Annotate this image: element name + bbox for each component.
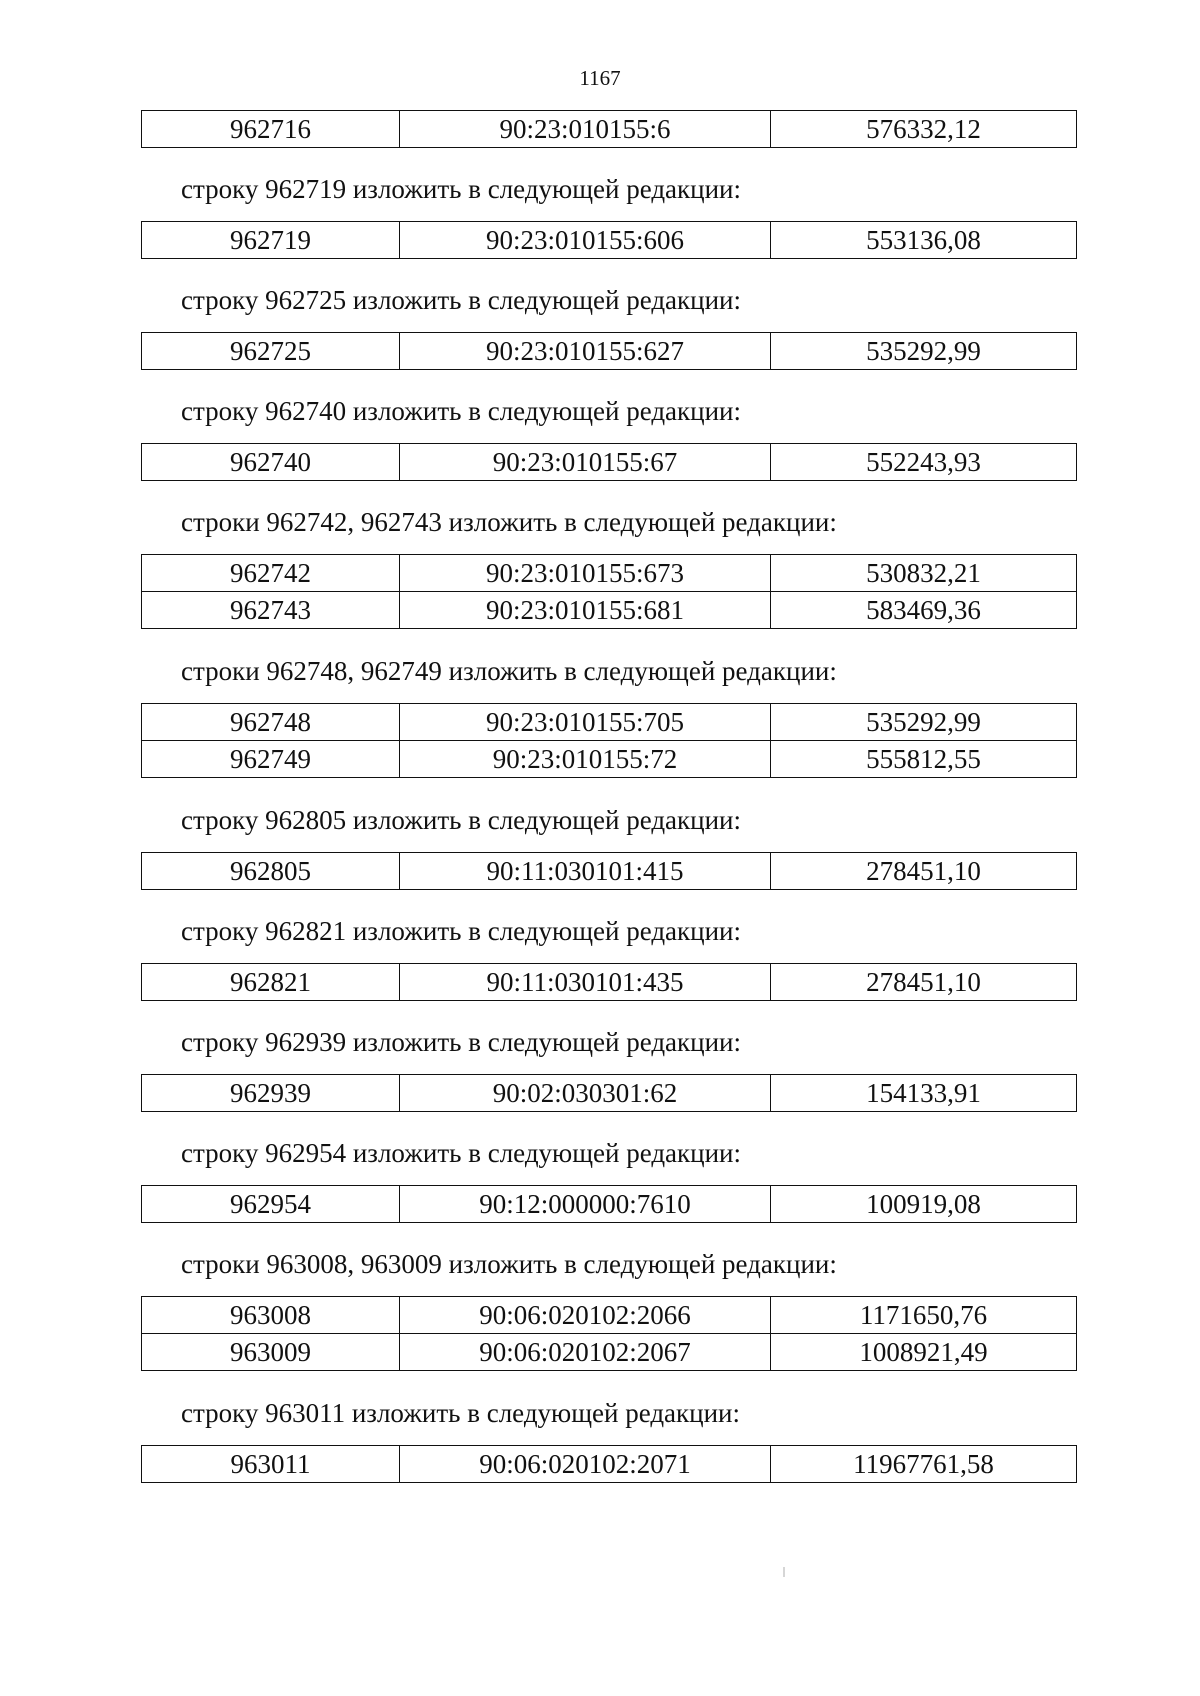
amendment-table <box>141 852 1077 890</box>
cadastral-number-cell: 90:23:010155:705 <box>400 704 771 741</box>
row-number-cell: 963008 <box>142 1297 400 1334</box>
cadastral-number-cell: 90:23:010155:681 <box>400 592 771 629</box>
amendment-instruction: строки 963008, 963009 изложить в следующей редакции: <box>181 1249 837 1279</box>
value-cell: 11967761,58 <box>771 1446 1077 1483</box>
table-row <box>142 111 1077 148</box>
value-cell: 552243,93 <box>771 444 1077 481</box>
value-cell: 535292,99 <box>771 333 1077 370</box>
cadastral-number-cell: 90:23:010155:6 <box>400 111 771 148</box>
value-cell: 535292,99 <box>771 704 1077 741</box>
amendment-table <box>141 1074 1077 1112</box>
amendment-instruction: строку 962939 изложить в следующей редакции: <box>181 1027 742 1057</box>
cadastral-number-cell: 90:23:010155:627 <box>400 333 771 370</box>
table-row <box>142 704 1077 741</box>
row-number-cell: 962805 <box>142 853 400 890</box>
cadastral-number-cell: 90:23:010155:673 <box>400 555 771 592</box>
table-row <box>142 222 1077 259</box>
row-number-cell: 962743 <box>142 592 400 629</box>
table-row <box>142 1446 1077 1483</box>
amendment-table <box>141 221 1077 259</box>
cadastral-number-cell: 90:02:030301:62 <box>400 1075 771 1112</box>
amendment-instruction: строку 962719 изложить в следующей редакции: <box>181 174 742 204</box>
row-number-cell: 962748 <box>142 704 400 741</box>
value-cell: 1008921,49 <box>771 1334 1077 1371</box>
row-number-cell: 962821 <box>142 964 400 1001</box>
row-number-cell: 962740 <box>142 444 400 481</box>
row-number-cell: 962749 <box>142 741 400 778</box>
scan-speck <box>783 1567 785 1577</box>
table-row <box>142 1297 1077 1334</box>
value-cell: 553136,08 <box>771 222 1077 259</box>
cadastral-number-cell: 90:11:030101:415 <box>400 853 771 890</box>
cadastral-number-cell: 90:23:010155:72 <box>400 741 771 778</box>
value-cell: 100919,08 <box>771 1186 1077 1223</box>
value-cell: 1171650,76 <box>771 1297 1077 1334</box>
row-number-cell: 962939 <box>142 1075 400 1112</box>
cadastral-number-cell: 90:23:010155:606 <box>400 222 771 259</box>
cadastral-number-cell: 90:12:000000:7610 <box>400 1186 771 1223</box>
row-number-cell: 962725 <box>142 333 400 370</box>
row-number-cell: 963011 <box>142 1446 400 1483</box>
cadastral-number-cell: 90:06:020102:2066 <box>400 1297 771 1334</box>
row-number-cell: 962742 <box>142 555 400 592</box>
value-cell: 530832,21 <box>771 555 1077 592</box>
amendment-table <box>141 1185 1077 1223</box>
amendment-instruction: строки 962748, 962749 изложить в следующей редакции: <box>181 656 837 686</box>
value-cell: 583469,36 <box>771 592 1077 629</box>
amendment-table <box>141 110 1077 148</box>
value-cell: 154133,91 <box>771 1075 1077 1112</box>
amendment-instruction: строку 962821 изложить в следующей редакции: <box>181 916 742 946</box>
row-number-cell: 963009 <box>142 1334 400 1371</box>
row-number-cell: 962716 <box>142 111 400 148</box>
amendment-instruction: строку 962805 изложить в следующей редакции: <box>181 805 742 835</box>
table-row <box>142 1075 1077 1112</box>
table-row <box>142 592 1077 629</box>
value-cell: 278451,10 <box>771 853 1077 890</box>
table-row <box>142 853 1077 890</box>
value-cell: 555812,55 <box>771 741 1077 778</box>
amendment-table <box>141 332 1077 370</box>
amendment-table <box>141 554 1077 629</box>
cadastral-number-cell: 90:11:030101:435 <box>400 964 771 1001</box>
amendment-table <box>141 443 1077 481</box>
table-row <box>142 964 1077 1001</box>
row-number-cell: 962719 <box>142 222 400 259</box>
amendment-instruction: строки 962742, 962743 изложить в следующей редакции: <box>181 507 837 537</box>
amendment-table <box>141 1296 1077 1371</box>
amendment-instruction: строку 962740 изложить в следующей редакции: <box>181 396 742 426</box>
amendment-instruction: строку 963011 изложить в следующей редакции: <box>181 1398 741 1428</box>
row-number-cell: 962954 <box>142 1186 400 1223</box>
cadastral-number-cell: 90:23:010155:67 <box>400 444 771 481</box>
table-row <box>142 1186 1077 1223</box>
table-row <box>142 1334 1077 1371</box>
value-cell: 278451,10 <box>771 964 1077 1001</box>
amendment-table <box>141 1445 1077 1483</box>
value-cell: 576332,12 <box>771 111 1077 148</box>
amendment-instruction: строку 962954 изложить в следующей редакции: <box>181 1138 742 1168</box>
amendment-table <box>141 963 1077 1001</box>
table-row <box>142 555 1077 592</box>
table-row <box>142 333 1077 370</box>
amendment-table <box>141 703 1077 778</box>
table-row <box>142 444 1077 481</box>
page-number: 1167 <box>579 66 621 90</box>
table-row <box>142 741 1077 778</box>
cadastral-number-cell: 90:06:020102:2071 <box>400 1446 771 1483</box>
cadastral-number-cell: 90:06:020102:2067 <box>400 1334 771 1371</box>
amendment-instruction: строку 962725 изложить в следующей редакции: <box>181 285 742 315</box>
